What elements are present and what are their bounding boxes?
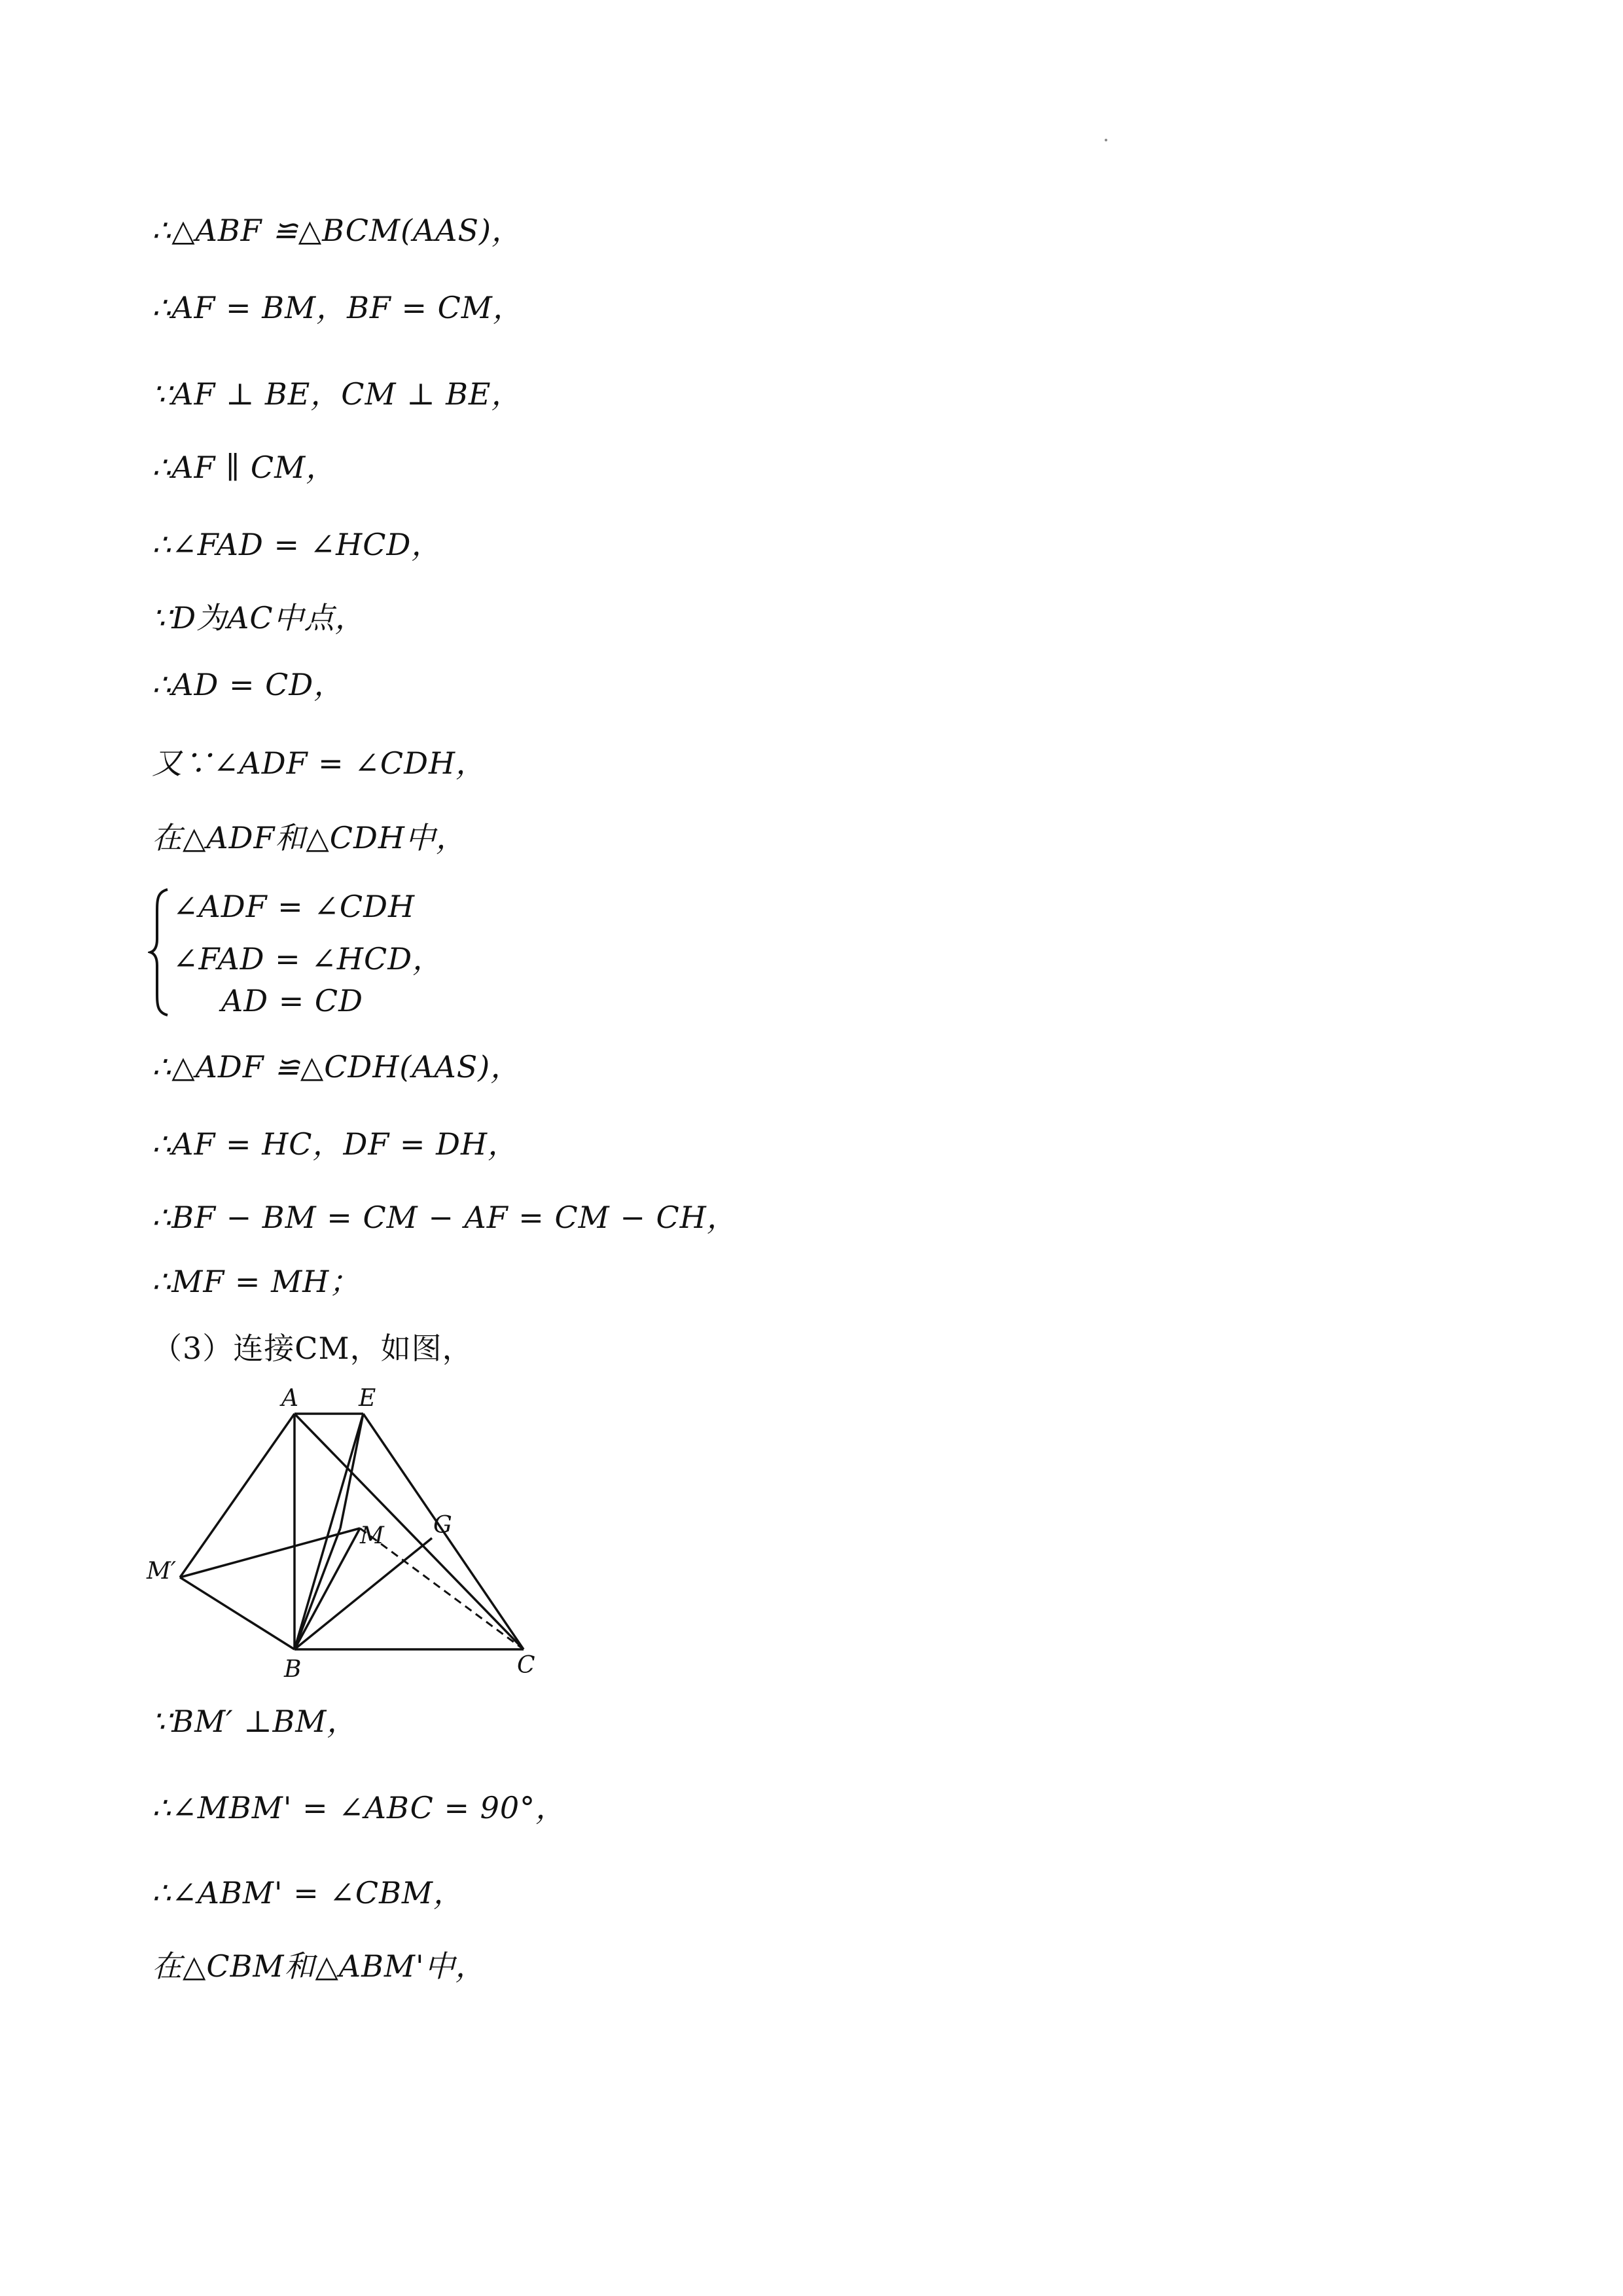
proof-line-7: ∴AD = CD， — [152, 667, 345, 702]
proof-line-11: ∴AF = HC，DF = DH， — [152, 1126, 519, 1162]
label-C: C — [517, 1652, 535, 1679]
geometry-figure — [144, 1381, 550, 1682]
segment-MB — [294, 1528, 360, 1649]
proof-line-4: ∴AF ∥ CM， — [152, 450, 337, 485]
proof-line-15: ∴∠MBM' = ∠ABC = 90°， — [152, 1790, 567, 1825]
proof-line-17: 在△CBM和△ABM'中， — [152, 1948, 486, 1984]
proof-line-10: ∴△ADF ≌△CDH(AAS)， — [152, 1049, 522, 1085]
system-row-2: ∠FAD = ∠HCD， — [173, 941, 444, 977]
system-row-3: AD = CD — [221, 983, 363, 1018]
figure-lines — [180, 1414, 524, 1649]
proof-line-5: ∴∠FAD = ∠HCD， — [152, 527, 442, 562]
label-M: M — [360, 1522, 384, 1549]
segment-MC-dashed — [360, 1528, 524, 1649]
proof-line-3: ∵AF ⊥ BE，CM ⊥ BE， — [152, 376, 522, 412]
proof-line-9: 在△ADF和△CDH中， — [152, 820, 467, 855]
proof-line-14: ∵BM′ ⊥BM， — [152, 1704, 358, 1739]
label-A: A — [281, 1385, 298, 1412]
equation-system — [148, 887, 541, 1037]
segment-E-extra — [340, 1414, 363, 1528]
label-G: G — [433, 1512, 452, 1539]
proof-line-6: ∵D为AC中点， — [152, 600, 366, 636]
stray-dot — [1105, 139, 1107, 141]
label-M-prime: M′ — [147, 1558, 177, 1585]
proof-line-1: ∴△ABF ≌△BCM(AAS)， — [152, 213, 522, 248]
system-row-1: ∠ADF = ∠CDH — [173, 889, 416, 924]
label-B: B — [284, 1656, 302, 1682]
segment-MpB — [180, 1577, 294, 1649]
proof-line-12: ∴BF − BM = CM − AF = CM − CH， — [152, 1200, 738, 1235]
proof-line-16: ∴∠ABM' = ∠CBM， — [152, 1875, 465, 1910]
proof-line-2: ∴AF = BM，BF = CM， — [152, 290, 524, 325]
part-3-heading: （3）连接CM，如图， — [152, 1331, 473, 1366]
proof-line-8: 又∵∠ADF = ∠CDH， — [152, 745, 487, 781]
label-E: E — [359, 1385, 376, 1412]
proof-line-13: ∴MF = MH； — [152, 1264, 361, 1299]
segment-MpM — [180, 1528, 360, 1577]
left-brace-icon — [148, 887, 174, 1018]
segment-AMp — [180, 1414, 294, 1577]
